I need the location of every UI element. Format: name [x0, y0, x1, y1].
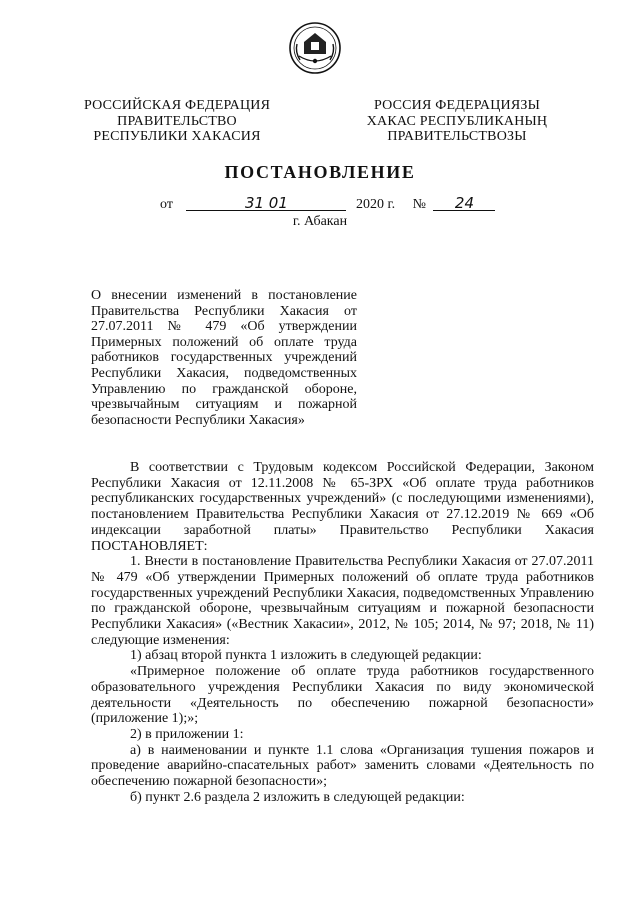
paragraph: 1) абзац второй пункта 1 изложить в следующей редакции: [130, 648, 482, 664]
document-number: 24 [433, 196, 495, 211]
date-value: 31 01 [186, 196, 346, 211]
header-line: ХАКАС РЕСПУБЛИКАНЫҢ [366, 113, 548, 129]
number-label: № [412, 197, 426, 212]
header-line: РОССИЯ ФЕДЕРАЦИЯЗЫ [373, 98, 541, 113]
paragraph: а) в наименовании и пункте 1.1 слова «Организация тушения пожаров и проведение аварийно-спасательных работ» заменить словами «Деятельность по обеспечению пожарной безопасности»; [91, 742, 594, 790]
paragraph: В соответствии с Трудовым кодексом Российской Федерации, Законом Республики Хакасия от 12.11.2008 № 65-ЗРХ «Об оплате труда работников республиканских государственных учреждений» (с последующими изменениями), постановлением Правительства Республики Хакасия от 27.12.2019 № 669 «Об индексации заработной платы» Правительство Республики Хакасия ПОСТАНОВЛЯЕТ: [91, 460, 594, 554]
document-body [91, 460, 594, 805]
header-line: ПРАВИТЕЛЬСТВОЗЫ [387, 129, 527, 144]
paragraph: 2) в приложении 1: [130, 726, 244, 742]
document-subject: О внесении изменений в постановление Правительства Республики Хакасия от 27.07.2011 № 479 «Об утверждении Примерных положений об оплате труда работников государственных учреждений Республики Хакасия, подведомственных Управлению по гражданской обороне, чрезвычайным ситуациям и пожарной безопасности Республики Хакасия» [91, 288, 357, 428]
header-line: РОССИЙСКАЯ ФЕДЕРАЦИЯ [84, 98, 271, 113]
header-line: РЕСПУБЛИКИ ХАКАСИЯ [93, 129, 261, 144]
city-line: г. Абакан [292, 214, 348, 229]
header-russian [84, 98, 270, 145]
header-khakas [364, 98, 550, 145]
paragraph: б) пункт 2.6 раздела 2 изложить в следующей редакции: [130, 789, 465, 805]
document-title: ПОСТАНОВЛЕНИЕ [224, 162, 416, 182]
paragraph: «Примерное положение об оплате труда работников государственного образовательного учреждения Республики Хакасия по виду экономической деятельности «Деятельность по обеспечению пожарной безопасности» (приложение 1);»; [91, 664, 594, 727]
header-line: ПРАВИТЕЛЬСТВО [117, 113, 237, 129]
date-from-label: от [160, 197, 173, 212]
paragraph: 1. Внести в постановление Правительства Республики Хакасия от 27.07.2011 № 479 «Об утверждении Примерных положений об оплате труда работников государственных учреждений Республики Хакасия, подведомственных Управлению по гражданской обороне, чрезвычайным ситуациям и пожарной безопасности Республики Хакасия» («Вестник Хакасии», 2012, № 105; 2014, № 97; 2018, № 11) следующие изменения: [91, 554, 594, 648]
coat-of-arms-icon [289, 22, 341, 74]
date-line [160, 196, 495, 213]
year-label: 2020 г. [355, 197, 396, 212]
